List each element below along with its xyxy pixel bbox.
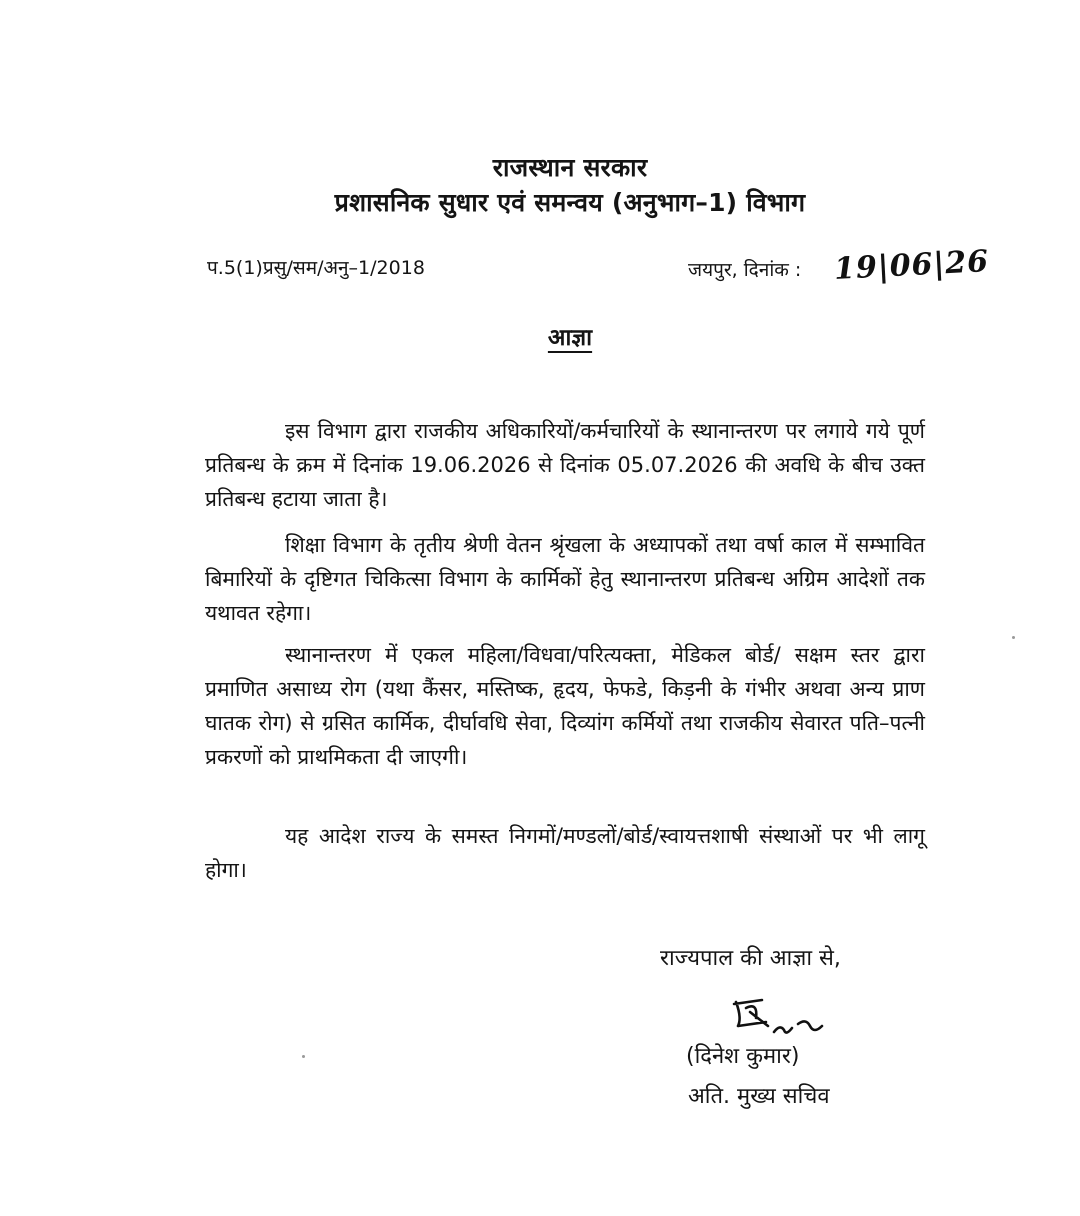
order-paragraph-3: स्थानान्तरण में एकल महिला/विधवा/परित्यक्ता, मेडिकल बोर्ड/ सक्षम स्तर द्वारा प्रमाणित असाध्य रोग (यथा कैंसर, मस्तिष्क, हृदय, फेफडे, किड़नी के गंभीर अथवा अन्य प्राण घातक रोग) से ग्रसित कार्मिक, दीर्घावधि सेवा, दिव्यांग कर्मियों तथा राजकीय सेवारत पति–पत्नी प्रकरणों को प्राथमिकता दी जाएगी।	[205, 643, 925, 769]
order-title: आज्ञा	[547, 325, 593, 351]
signer-designation: अति. मुख्य सचिव	[688, 1084, 830, 1109]
scan-speck	[1012, 636, 1015, 639]
government-heading: राजस्थान सरकार	[492, 153, 648, 182]
order-paragraph-4: यह आदेश राज्य के समस्त निगमों/मण्डलों/बोर्ड/स्वायत्तशाषी संस्थाओं पर भी लागू होगा।	[205, 824, 925, 882]
order-paragraph-1: इस विभाग द्वारा राजकीय अधिकारियों/कर्मचारियों के स्थानान्तरण पर लगाये गये पूर्ण प्रतिबन्ध के क्रम में दिनांक 19.06.2026 से दिनांक 05.07.2026 की अवधि के बीच उक्त प्रतिबन्ध हटाया जाता है।	[205, 419, 925, 511]
scan-speck	[302, 1055, 305, 1058]
reference-number: प.5(1)प्रसु/सम/अनु–1/2018	[207, 257, 425, 279]
handwritten-date: 19|06|26	[833, 243, 990, 288]
order-paragraph-2: शिक्षा विभाग के तृतीय श्रेणी वेतन श्रृंखला के अध्यापकों तथा वर्षा काल में सम्भावित बिमारियों के दृष्टिगत चिकित्सा विभाग के कार्मिकों हेतु स्थानान्तरण प्रतिबन्ध अग्रिम आदेशों तक यथावत रहेगा।	[205, 533, 925, 625]
place-date-label: जयपुर, दिनांक :	[688, 259, 802, 281]
signer-name: (दिनेश कुमार)	[686, 1044, 800, 1069]
governor-order-line: राज्यपाल की आज्ञा से,	[660, 946, 841, 971]
department-heading: प्रशासनिक सुधार एवं समन्वय (अनुभाग–1) विभाग	[334, 188, 806, 217]
